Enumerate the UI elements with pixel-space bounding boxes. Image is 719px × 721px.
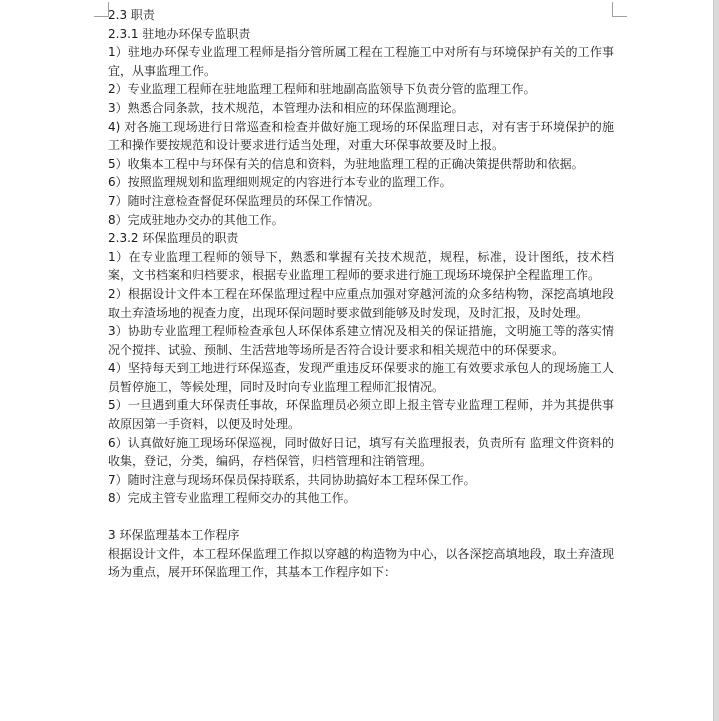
duty-item: 2）专业监理工程师在驻地监理工程师和驻地副高监领导下负责分管的监理工作。 [108,82,536,97]
section-3-title: 3 环保监理基本工作程序 [108,528,240,543]
section-2-3-title: 2.3 职责 [108,8,155,22]
duty-item: 6）认真做好施工现场环保巡视，同时做好日记，填写有关监理报表，负责所有 监理文件资料的收集，登记，分类，编码，存档保管，归档管理和注销管理。 [108,435,614,469]
duty-item: 1）驻地办环保专业监理工程师是指分管所属工程在工程施工中对所有与环境保护有关的工作事宜，从事监理工作。 [108,45,614,78]
duty-item: 8）完成主管专业监理工程师交办的其他工作。 [108,491,356,506]
duty-item: 7）随时注意与现场环保员保持联系，共同协助搞好本工程环保工作。 [108,472,476,487]
margin-corner-mark-left [94,2,109,17]
duty-item: 2）根据设计文件本工程在环保监理过程中应重点加强对穿越河流的众多结构物，深挖高填地段取土弃渣场地的视查力度，出现环保问题时要求做到能够及时发现，及时汇报，及时处理。 [108,286,614,320]
document-page [108,6,614,582]
margin-corner-mark-right [612,2,627,17]
duty-item: 1）在专业监理工程师的领导下，熟悉和掌握有关技术规范，规程，标准，设计图纸，技术档案，文书档案和归档要求，根据专业监理工程师的要求进行施工现场环境保护全程监理工作。 [108,249,614,283]
subsection-2-3-2-title: 2.3.2 环保监理员的职责 [108,231,239,246]
duty-item: 6）按照监理规划和监理细则规定的内容进行本专业的监理工作。 [108,175,452,190]
duty-item: 5）收集本工程中与环保有关的信息和资料，为驻地监理工程的正确决策提供帮助和依据。 [108,156,584,171]
subsection-2-3-1-title: 2.3.1 驻地办环保专监职责 [108,26,251,41]
duty-item: 5）一旦遇到重大环保责任事故，环保监理员必须立即上报主管专业监理工程师，并为其提供事故原因第一手资料，以便及时处理。 [108,398,614,432]
duty-item: 4) 对各施工现场进行日常巡查和检查并做好施工现场的环保监理日志，对有害于环境保护的施工和操作要按规范和设计要求进行适当处理，对重大环保事故要及时上报。 [108,119,614,153]
duty-item: 4）坚持每天到工地进行环保巡查，发现严重违反环保要求的施工有效要求承包人的现场施工人员暂停施工，等候处理，同时及时向专业监理工程师汇报情况。 [108,361,614,394]
duty-item: 8）完成驻地办交办的其他工作。 [108,212,284,227]
page-right-edge [713,0,719,721]
duty-item: 3）熟悉合同条款，技术规范，本管理办法和相应的环保监测理论。 [108,100,464,115]
duty-item: 3）协助专业监理工程师检查承包人环保体系建立情况及相关的保证措施，文明施工等的落实情况个搅拌、试验、预制、生活营地等场所是否符合设计要求和相关规范中的环保要求。 [108,324,614,357]
section-3-intro: 根据设计文件，本工程环保监理工作拟以穿越的构造物为中心，以各深挖高填地段，取土弃渣现场为重点，展开环保监理工作，其基本工作程序如下： [108,546,614,580]
duty-item: 7）随时注意检查督促环保监理员的环保工作情况。 [108,193,380,208]
